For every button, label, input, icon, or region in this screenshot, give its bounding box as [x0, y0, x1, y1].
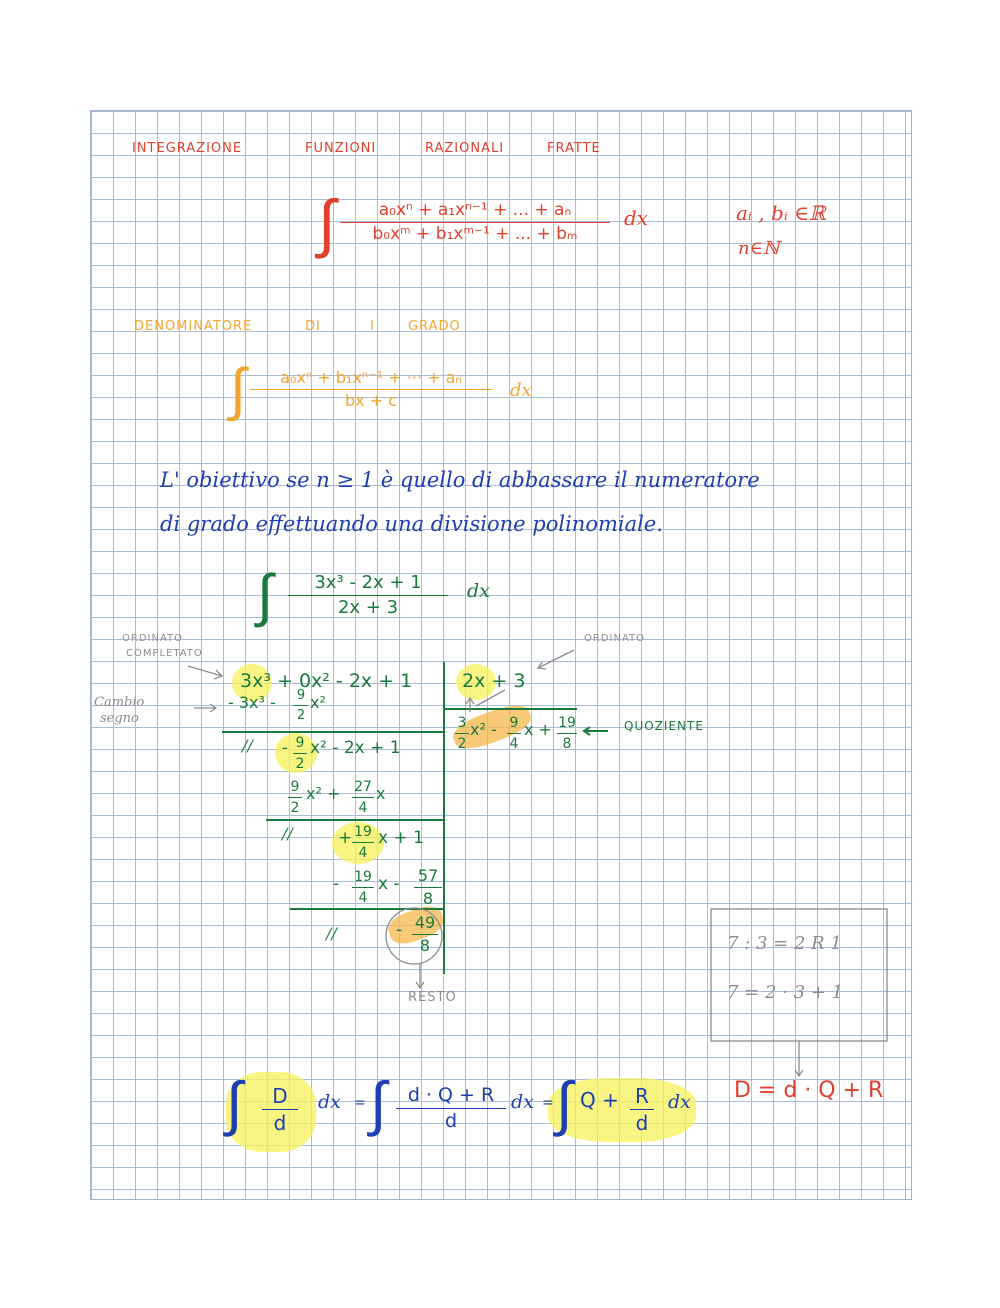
fraction-numerator: 9 — [290, 779, 300, 795]
fraction-numerator: D — [272, 1084, 288, 1108]
fraction-denominator: 2 — [295, 756, 305, 772]
quotient-text: x + — [524, 720, 552, 739]
numeric-example-line: 7 : 3 = 2 R 1 — [727, 933, 842, 954]
fraction-bar — [396, 1108, 506, 1109]
dividend: 3x³ + 0x² - 2x + 1 — [240, 670, 413, 692]
integral-sign: ∫ — [556, 1069, 573, 1139]
title-word: FUNZIONI — [305, 141, 377, 156]
example-numerator: 3x³ - 2x + 1 — [314, 572, 422, 593]
fraction-numerator: 19 — [354, 824, 372, 840]
cancel-mark: // — [326, 924, 337, 943]
integral-sign: ∫ — [318, 187, 336, 261]
explanation-line: L' obiettivo se n ≥ 1 è quello di abbassare il numeratore — [160, 468, 760, 492]
dx-label: dx — [467, 580, 490, 602]
annotation-ordinato: ORDINATO — [584, 633, 645, 644]
title-word: GRADO — [408, 319, 461, 334]
dx-label: dx — [511, 1091, 534, 1113]
row2-prefix: - — [282, 738, 288, 757]
numeric-example-line: 7 = 2 · 3 + 1 — [727, 982, 844, 1003]
row3-text: x — [376, 784, 386, 803]
general-numerator: a₀xⁿ + a₁xⁿ⁻¹ + ... + aₙ — [378, 200, 572, 220]
dx-label: dx — [510, 380, 532, 401]
fraction-denominator: d — [635, 1111, 649, 1135]
divisor: 2x + 3 — [462, 670, 526, 692]
title-word: INTEGRAZIONE — [132, 141, 243, 156]
division-identity: D = d · Q + R — [734, 1078, 884, 1103]
remainder-sign: - — [396, 920, 403, 940]
exponent-condition: n∈ℕ — [738, 238, 780, 259]
fraction-numerator: 9 — [509, 715, 519, 731]
title-word: I — [370, 319, 375, 334]
annotation-resto: RESTO — [408, 990, 457, 1005]
title-word: DI — [305, 319, 321, 334]
fraction-denominator: 4 — [358, 800, 368, 816]
annotation-ordinato-completato: ORDINATO — [122, 633, 183, 644]
fraction-numerator: d · Q + R — [407, 1084, 495, 1106]
fraction-numerator: 3 — [457, 715, 467, 731]
fraction-numerator: 57 — [417, 866, 439, 885]
quotient-q: Q + — [580, 1088, 619, 1112]
general-denominator: b₀xᵐ + b₁xᵐ⁻¹ + ... + bₘ — [372, 224, 578, 244]
fraction-denominator: 8 — [419, 936, 431, 955]
annotation-quoziente: QUOZIENTE — [624, 719, 704, 733]
final-fraction-1 — [262, 1086, 298, 1133]
final-fraction-2 — [396, 1086, 506, 1131]
integral-sign: ∫ — [370, 1069, 387, 1139]
row2-suffix: x² - 2x + 1 — [310, 738, 401, 758]
quotient-text: x² - — [470, 720, 497, 739]
fraction-denominator: d — [273, 1111, 287, 1135]
annotation-ordinato-completato: COMPLETATO — [126, 648, 203, 659]
fraction-denominator: d — [444, 1110, 458, 1132]
fraction-numerator: 19 — [558, 715, 576, 731]
annotation-cambio-segno: Cambio — [94, 695, 145, 710]
example-denominator: 2x + 3 — [337, 597, 399, 618]
fraction-denominator: 8 — [422, 889, 434, 908]
title-word: FRATTE — [547, 141, 601, 156]
title-word: RAZIONALI — [425, 141, 505, 156]
equals-sign: = — [542, 1095, 554, 1111]
fraction-numerator: 27 — [354, 779, 372, 795]
fraction-denominator: 2 — [457, 736, 467, 752]
fraction-bar — [262, 1109, 298, 1110]
section1-denominator: bx + c — [345, 391, 397, 410]
fraction-numerator: 9 — [296, 688, 306, 703]
cancel-mark: // — [282, 824, 293, 843]
integral-sign: ∫ — [257, 561, 273, 629]
row1-suffix: x² — [310, 693, 326, 712]
integral-sign: ∫ — [226, 1069, 243, 1139]
fraction-denominator: 2 — [290, 800, 300, 816]
fraction-numerator: 9 — [295, 735, 305, 751]
fraction-denominator: 4 — [358, 845, 368, 861]
equals-sign: = — [354, 1095, 366, 1111]
row5-text: x - — [378, 874, 400, 894]
fraction-numerator: 19 — [354, 869, 372, 885]
fraction-denominator: 4 — [509, 736, 519, 752]
row1-prefix: - 3x³ - — [228, 693, 276, 712]
row3-text: x² + — [306, 784, 341, 803]
fraction-denominator: 8 — [562, 736, 572, 752]
dx-label: dx — [624, 206, 649, 230]
final-fraction-3 — [630, 1086, 654, 1133]
integral-sign: ∫ — [230, 355, 246, 423]
section1-numerator: a₀xⁿ + b₁xⁿ⁻¹ + ··· + aₙ — [280, 368, 462, 387]
row5-prefix: - — [333, 874, 340, 894]
dx-label: dx — [668, 1091, 691, 1113]
row4-suffix: x + 1 — [378, 828, 424, 848]
title-word: DENOMINATORE — [134, 319, 253, 334]
fraction-numerator: R — [635, 1084, 649, 1108]
fraction-numerator: 49 — [414, 913, 436, 932]
fraction-denominator: 4 — [358, 890, 368, 906]
fraction-bar — [630, 1109, 654, 1110]
dx-label: dx — [318, 1091, 341, 1113]
annotation-cambio-segno: segno — [100, 711, 139, 726]
explanation-line: di grado effettuando una divisione polinomiale. — [160, 512, 663, 536]
fraction-denominator: 2 — [296, 708, 306, 723]
cancel-mark: // — [242, 736, 253, 755]
coefficient-condition: aᵢ , bᵢ ∈ℝ — [736, 201, 826, 225]
row4-prefix: + — [338, 828, 353, 848]
